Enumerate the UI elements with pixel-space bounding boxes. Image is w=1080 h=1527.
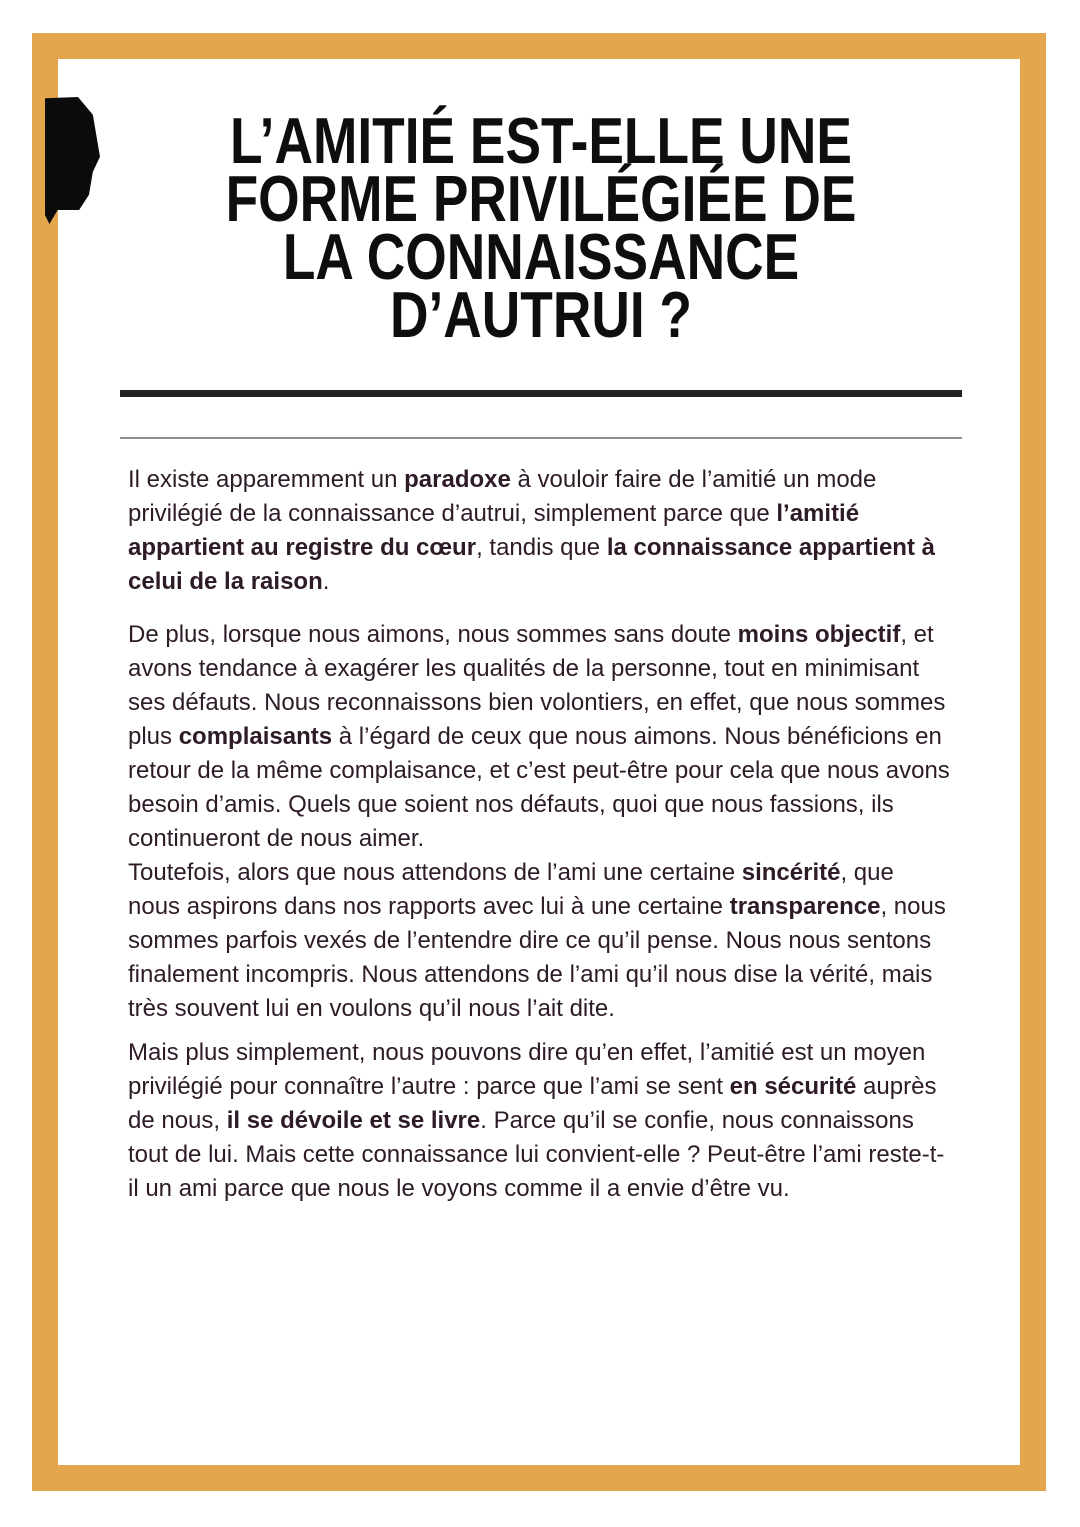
page-title-line: LA CONNAISSANCE [282, 220, 800, 293]
essay-paragraph: Toutefois, alors que nous attendons de l’ami une certaine sincérité, que nous aspirons dans nos rapports avec lui à une certaine transparence, nous sommes parfois vexés de l’entendre dire ce qu’il pense. Nous nous sentons finalement incompris. Nous attendons de l’ami qu’il nous dise la vérité, mais très souvent lui en voulons qu’il nous l’ait dite. [128, 859, 946, 1022]
essay-paragraph: Il existe apparemment un paradoxe à vouloir faire de l’amitié un mode privilégié de la connaissance d’autrui, simplement parce que l’amitié appartient au registre du cœur, tandis que la connaissance appartient à celui de la raison. [128, 466, 935, 595]
essay-body [120, 463, 952, 1206]
essay-paragraph: Mais plus simplement, nous pouvons dire qu’en effet, l’amitié est un moyen privilégié pour connaître l’autre : parce que l’ami se sent en sécurité auprès de nous, il se dévoile et se livre. Parce qu’il se confie, nous connaissons tout de lui. Mais cette connaissance lui convient-elle ? Peut-être l’ami reste-t-il un ami parce que nous le voyons comme il a envie d’être vu. [128, 1039, 945, 1202]
page-content [120, 104, 962, 1206]
section-divider-line [120, 437, 962, 439]
essay-paragraph: De plus, lorsque nous aimons, nous sommes sans doute moins objectif, et avons tendance à exagérer les qualités de la personne, tout en minimisant ses défauts. Nous reconnaissons bien volontiers, en effet, que nous sommes plus complaisants à l’égard de ceux que nous aimons. Nous bénéficions en retour de la même complaisance, et c’est peut-être pour cela que nous avons besoin d’amis. Quels que soient nos défauts, quoi que nous fassions, ils continueront de nous aimer. [128, 621, 950, 852]
title-underline-rule [120, 390, 962, 397]
page-title-line: D’AUTRUI ? [389, 278, 692, 351]
page-title-line: L’AMITIÉ EST-ELLE UNE [230, 104, 852, 177]
page-title-line: FORME PRIVILÉGIÉE DE [225, 162, 857, 235]
page-title [120, 104, 962, 351]
